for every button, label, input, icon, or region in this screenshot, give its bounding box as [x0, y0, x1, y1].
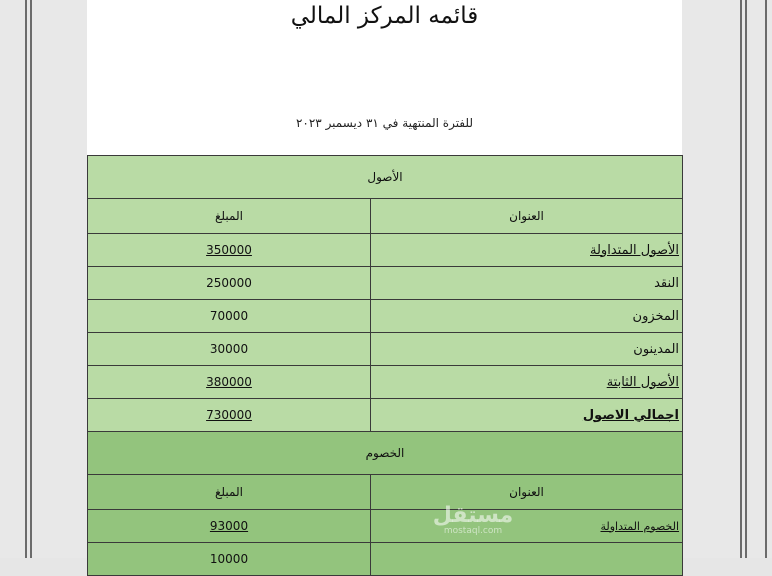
watermark-text: مستقل	[432, 503, 514, 528]
row-amount: 380000	[88, 366, 371, 399]
table-row	[88, 543, 683, 576]
row-label: الأصول المتداولة	[371, 234, 683, 267]
table-row	[88, 366, 683, 399]
right-border-line	[745, 0, 747, 558]
row-amount: 350000	[88, 234, 371, 267]
right-border-line	[740, 0, 742, 558]
liabilities-column-header	[88, 475, 683, 510]
right-border-line	[765, 0, 767, 558]
row-label: المدينون	[371, 333, 683, 366]
row-amount: 93000	[88, 510, 371, 543]
document-page	[87, 0, 682, 566]
assets-column-header	[88, 199, 683, 234]
total-row	[88, 399, 683, 432]
row-amount: 10000	[88, 543, 371, 576]
row-label: الأصول الثابتة	[371, 366, 683, 399]
watermark-domain: mostaql.com	[443, 526, 503, 536]
table-row	[88, 300, 683, 333]
liabilities-section-header	[88, 432, 683, 475]
assets-section-header	[88, 156, 683, 199]
table-row	[88, 234, 683, 267]
table-row	[88, 267, 683, 300]
page-title: قائمه المركز المالي	[290, 3, 479, 29]
table-row	[88, 510, 683, 543]
row-amount: 70000	[88, 300, 371, 333]
row-label: النقد	[371, 267, 683, 300]
total-label: اجمالي الاصول	[371, 399, 683, 432]
page-subtitle: للفترة المنتهية في ٣١ ديسمبر ٢٠٢٣	[295, 116, 474, 130]
amount-column-header: المبلغ	[88, 475, 371, 510]
left-border-line	[25, 0, 27, 558]
label-column-header: العنوان	[371, 199, 683, 234]
row-amount: 250000	[88, 267, 371, 300]
row-label: الخصوم المتداولة	[371, 510, 683, 543]
label-column-header: العنوان	[371, 475, 683, 510]
total-amount: 730000	[88, 399, 371, 432]
liabilities-section-title: الخصوم	[88, 432, 683, 475]
table-row	[88, 333, 683, 366]
balance-sheet-table	[87, 155, 683, 576]
row-label: المخزون	[371, 300, 683, 333]
row-label	[371, 543, 683, 576]
left-border-line	[30, 0, 32, 558]
amount-column-header: المبلغ	[88, 199, 371, 234]
assets-section-title: الأصول	[88, 156, 683, 199]
row-amount: 30000	[88, 333, 371, 366]
